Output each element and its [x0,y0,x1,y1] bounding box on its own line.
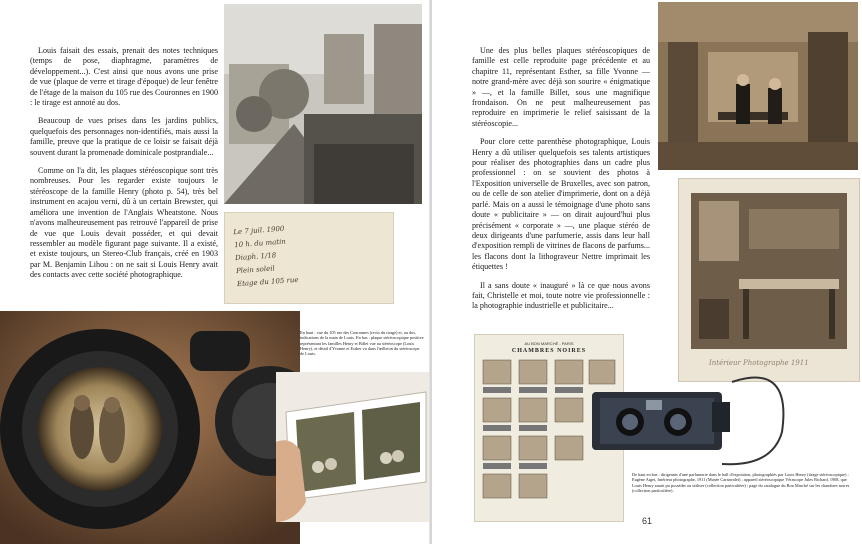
left-paragraph-3: Comme on l'a dit, les plaques stéréoscopique sont très nombreuses. Pour les regarder existe toujours le stéréoscope de la famille Henry (photo p. 54), très bel instrument en acajou verni, dû à un certain Brewster, qui améliora une invention de l'Anglais Wheatstone. Nous n'avons malheureusement pas retrouvé l'appareil de prise de vue que Louis devait posséder, et qui devait ressembler au modèle figurant page suivante. Il a existé, et existe toujours, un Stereo-Club français, créé en 1903 par M. Benjamin Lihou : on ne sait si Louis Henry avait des contacts avec cette société photographique. [30,166,218,280]
catalog-title: CHAMBRES NOIRES [511,348,587,354]
left-page [0,0,430,544]
left-paragraph-2: Beaucoup de vues prises dans les jardins publics, quelquefois des personnages non-identifiés, mais aussi la famille, preuve que la pratique de ce loisir se faisait déjà souvent durant la promenade dominicale postprandiale... [30,116,218,157]
street-view-photo [224,4,422,204]
atget-interior-photo [678,178,860,382]
atget-signature: Intérieur Photographe 1911 [709,359,809,367]
stereo-camera-photo [582,372,792,472]
street-view-illustration [224,4,422,204]
stereoscope-illustration [0,311,300,544]
note-line: 10 h. du matin [233,237,287,250]
stereo-card-illustration [276,372,432,522]
right-page [432,0,862,544]
perfumery-hall-photo [658,2,858,170]
note-line: Diaph. 1/18 [234,251,277,263]
atget-interior-illustration [679,179,859,381]
note-line: Plein soleil [235,264,275,276]
stereo-camera-illustration [582,372,792,472]
left-paragraph-1: Louis faisait des essais, prenait des notes techniques (temps de pose, diaphragme, paramètres de développement...). C'est ainsi que nous avons une prise de vue (plaque de verre et tirage d'époque) de leur fenêtre de l'étage de la maison du 105 rue des Couronnes en 1900 : le tirage est annoté au dos. [30,46,218,108]
right-caption: De haut en bas : dirigeants d'une parfumerie dans le hall d'exposition, photographiés par Louis Henry (tirage stéréoscopique) ; Eugène Atget, Intérieur photographe, 1911 (Musée Carnavalet) ; appareil stéréoscopique Vérascope Jules Richard, 1908, que Louis Henry aurait pu posséder ou utiliser (collection particulière) ; page du catalogue du Bon Marché sur les chambres noires (collection particulière). [632,472,850,493]
right-paragraph-2: Pour clore cette parenthèse photographique, Louis Henry a dû utiliser quelquefois ses talents artistiques pour réaliser des photographies dans un cadre plus professionnel : on se souvient des photos à l'Exposition universelle de Bruxelles, avec son patron, ou de celle de son atelier d'imprimerie, dont on a déjà parlé. Mais on a aussi le témoignage d'une photo sans doute « publicitaire » — on dirait aujourd'hui plus précisément « corporate » —, une plaque stéréo de deux dirigeants d'une parfumerie, assis dans leur hall d'exposition rempli de vitrines de flacons de parfums... les flacons dont la lithograveur Nettre imprimait les étiquettes ! [472,137,650,272]
right-text-column [472,46,650,320]
right-paragraph-1: Une des plus belles plaques stéréoscopiques de famille est celle reproduite page précédente et au chapitre 11, représentant Esther, sa fille Yvonne — notre grand-mère avec déjà son sourire « énigmatique » —, et la famille Billet, sous une magnifique frondaison. On ne peut malheureusement pas reproduire en imprimerie le relief saisissant de la stéréoscopie... [472,46,650,128]
left-caption: En haut : vue du 105 rue des Couronnes (recto du tirage) et, au dos, indications de la main de Louis. En bas : plaque stéréoscopique positive représentant les familles Henry et Billet vue au stéréoscope (Louis Henry), et détail d'Yvonne et Esther vu dans l'œilleton du stéréoscope de Louis. [300,330,424,357]
handwritten-note-photo [224,212,394,304]
left-text-column [30,46,218,289]
stereo-card-photo [276,372,432,522]
note-line: Le 7 juil. 1900 [233,224,285,237]
handwritten-note [224,212,394,300]
stereoscope-eyepiece-photo [0,311,300,544]
perfumery-hall-illustration [658,2,858,170]
catalog-header: AU BON MARCHÉ - PARIS [524,341,574,346]
right-paragraph-3: Il a sans doute « inauguré » là ce que nous avons fait, Christelle et moi, toute notre vie professionnelle : la photographie industrielle et publicitaire... [472,280,650,311]
page-number: 61 [642,516,653,526]
note-line: Etage du 105 rue [236,275,299,289]
